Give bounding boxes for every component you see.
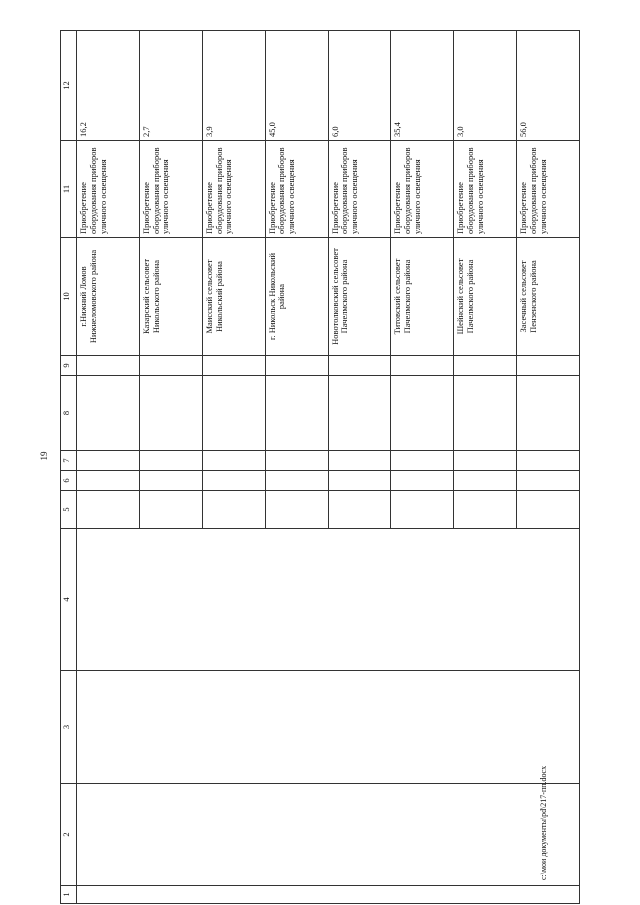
table-cell xyxy=(454,671,517,784)
table-cell xyxy=(328,451,391,471)
table-cell xyxy=(391,491,454,529)
column-header: 11 xyxy=(61,141,77,238)
table-cell xyxy=(77,671,140,784)
table-cell xyxy=(139,886,202,904)
column-header: 12 xyxy=(61,31,77,141)
amount-cell: 16,2 xyxy=(77,31,140,141)
table-cell xyxy=(454,356,517,376)
table-cell xyxy=(139,491,202,529)
amount-cell: 45,0 xyxy=(265,31,328,141)
table-cell xyxy=(391,671,454,784)
table-cell xyxy=(77,471,140,491)
table-cell xyxy=(454,471,517,491)
rotated-table-container xyxy=(60,31,580,904)
amount-cell: 35,4 xyxy=(391,31,454,141)
table-cell xyxy=(328,376,391,451)
table-cell xyxy=(139,356,202,376)
municipality-cell: Маисский сельсовет Никольский района xyxy=(202,238,265,356)
table-cell xyxy=(391,784,454,886)
purpose-cell: Приобретение оборудования приборов уличного освещения xyxy=(202,141,265,238)
amount-cell: 2,7 xyxy=(139,31,202,141)
table-cell xyxy=(391,376,454,451)
column-header: 8 xyxy=(61,376,77,451)
amount-cell: 6,0 xyxy=(328,31,391,141)
table-row xyxy=(391,31,454,904)
purpose-cell: Приобретение оборудования приборов уличного освещения xyxy=(265,141,328,238)
page-number: 19 xyxy=(39,451,49,461)
table-cell xyxy=(139,784,202,886)
table-cell xyxy=(265,529,328,671)
table-cell xyxy=(77,376,140,451)
column-header: 10 xyxy=(61,238,77,356)
table-cell xyxy=(328,886,391,904)
column-header: 6 xyxy=(61,471,77,491)
table-cell xyxy=(202,451,265,471)
municipality-cell: г. Никольск Никольский района xyxy=(265,238,328,356)
column-header: 5 xyxy=(61,491,77,529)
table-cell xyxy=(77,491,140,529)
table-cell xyxy=(391,886,454,904)
table-cell xyxy=(454,784,517,886)
table-cell xyxy=(517,491,580,529)
amount-cell: 3,9 xyxy=(202,31,265,141)
table-cell xyxy=(454,376,517,451)
table-cell xyxy=(265,356,328,376)
amount-cell: 3,0 xyxy=(454,31,517,141)
table-cell xyxy=(77,356,140,376)
table-cell xyxy=(517,451,580,471)
municipality-cell: Засечный сельсовет Пензенского района xyxy=(517,238,580,356)
table-cell xyxy=(202,671,265,784)
table-cell xyxy=(202,491,265,529)
table-cell xyxy=(391,356,454,376)
municipality-cell: Казарский сельсовет Никольского района xyxy=(139,238,202,356)
table-cell xyxy=(202,376,265,451)
table-row xyxy=(328,31,391,904)
column-header: 3 xyxy=(61,671,77,784)
column-header: 7 xyxy=(61,451,77,471)
table-row xyxy=(202,31,265,904)
table-cell xyxy=(139,671,202,784)
municipality-cell: Титовский сельсовет Пачелмского района xyxy=(391,238,454,356)
table-cell xyxy=(139,471,202,491)
table-cell xyxy=(265,886,328,904)
table-cell xyxy=(391,529,454,671)
table-cell xyxy=(265,376,328,451)
table-row xyxy=(77,31,140,904)
table-cell xyxy=(328,784,391,886)
purpose-cell: Приобретение оборудования приборов уличного освещения xyxy=(454,141,517,238)
table-cell xyxy=(265,471,328,491)
municipality-cell: г.Нижний Ломов Нижнеломовского района xyxy=(77,238,140,356)
header-row xyxy=(61,31,77,904)
table-cell xyxy=(454,886,517,904)
table-cell xyxy=(139,529,202,671)
purpose-cell: Приобретение оборудования приборов уличного освещения xyxy=(77,141,140,238)
table-cell xyxy=(139,376,202,451)
table-cell xyxy=(517,376,580,451)
purpose-cell: Приобретение оборудования приборов уличного освещения xyxy=(391,141,454,238)
purpose-cell: Приобретение оборудования приборов уличного освещения xyxy=(328,141,391,238)
table-cell xyxy=(202,356,265,376)
municipality-cell: Новотолковский сельсовет Пачелмского района xyxy=(328,238,391,356)
table-cell xyxy=(265,491,328,529)
table-cell xyxy=(202,529,265,671)
table-cell xyxy=(517,356,580,376)
table-cell xyxy=(202,784,265,886)
column-header: 1 xyxy=(61,886,77,904)
table-cell xyxy=(328,671,391,784)
table-cell xyxy=(517,886,580,904)
data-table xyxy=(60,30,580,904)
table-cell xyxy=(517,471,580,491)
table-cell xyxy=(265,451,328,471)
table-cell xyxy=(454,491,517,529)
table-cell xyxy=(202,471,265,491)
table-cell xyxy=(77,451,140,471)
table-cell xyxy=(77,784,140,886)
column-header: 9 xyxy=(61,356,77,376)
table-cell xyxy=(328,471,391,491)
table-cell xyxy=(328,529,391,671)
footer-file-path: c:\мои документы\pd\217-пп.docx xyxy=(539,765,548,880)
table-cell xyxy=(265,784,328,886)
column-header: 4 xyxy=(61,529,77,671)
table-row xyxy=(265,31,328,904)
table-cell xyxy=(454,529,517,671)
column-header: 2 xyxy=(61,784,77,886)
purpose-cell: Приобретение оборудования приборов уличного освещения xyxy=(517,141,580,238)
table-cell xyxy=(77,886,140,904)
table-row xyxy=(139,31,202,904)
table-row xyxy=(454,31,517,904)
table-cell xyxy=(391,451,454,471)
table-cell xyxy=(391,471,454,491)
table-cell xyxy=(202,886,265,904)
table-cell xyxy=(77,529,140,671)
table-cell xyxy=(139,451,202,471)
table-cell xyxy=(454,451,517,471)
table-cell xyxy=(517,529,580,671)
table-cell xyxy=(265,671,328,784)
purpose-cell: Приобретение оборудования приборов уличного освещения xyxy=(139,141,202,238)
table-cell xyxy=(328,356,391,376)
amount-cell: 56,0 xyxy=(517,31,580,141)
municipality-cell: Шейнский сельсовет Пачелмского района xyxy=(454,238,517,356)
table-cell xyxy=(328,491,391,529)
